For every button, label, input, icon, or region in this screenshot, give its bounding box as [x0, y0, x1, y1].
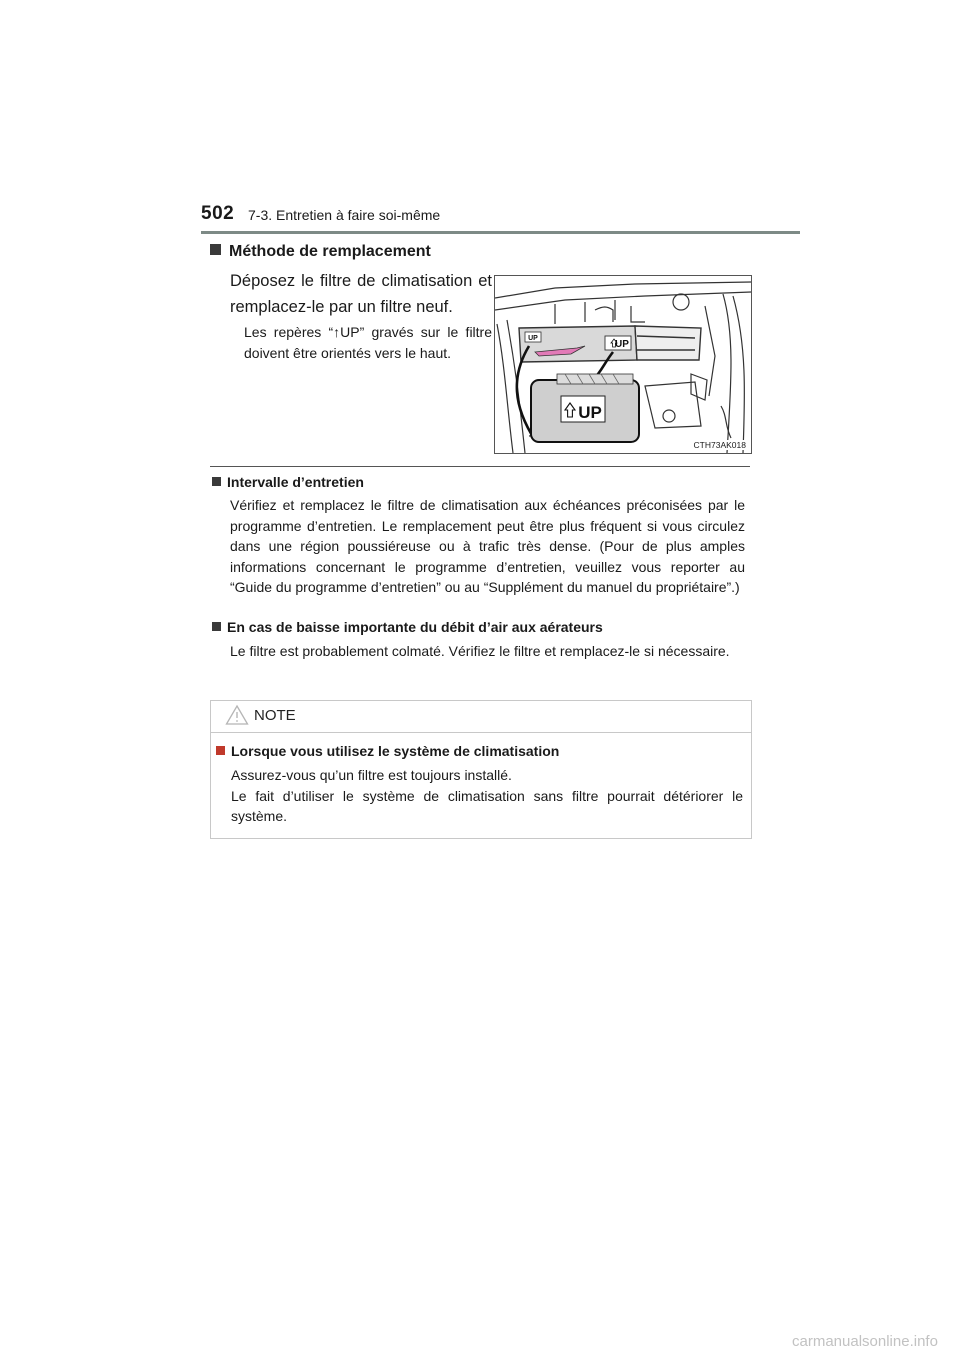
note-box — [210, 700, 752, 839]
note-sub-heading: Lorsque vous utilisez le système de climatisation — [216, 743, 559, 759]
note-header — [211, 701, 751, 733]
method-heading: Méthode de remplacement — [210, 243, 431, 261]
section-divider — [210, 466, 750, 467]
section-title: 7-3. Entretien à faire soi-même — [248, 207, 441, 223]
maintenance-text: Vérifiez et remplacez le filtre de climatisation aux échéances préconisées par le programme d’entretien. Le remplacement peut être plus fréquent si vous circulez dans une région poussiéreuse ou à trafic très dense. (Pour de plus amples informations concernant le programme d’entretien, veuillez vous reporter au “Guide du programme d’entretien” ou au “Supplément du manuel du propriétaire”.) — [230, 497, 745, 595]
note-line-2: Le fait d’utiliser le système de climatisation sans filtre pourrait détériorer le système. — [231, 787, 743, 824]
large-up-label: UP — [578, 403, 602, 422]
header-rule — [201, 231, 800, 234]
warning-triangle-icon — [225, 704, 249, 726]
airflow-text: Le filtre est probablement colmaté. Vérifiez le filtre et remplacez-le si nécessaire. — [230, 643, 730, 659]
up-mark-note: Les repères “↑UP” gravés sur le filtre doivent être orientés vers le haut. — [244, 324, 493, 361]
replacement-instruction: Déposez le filtre de climatisation et remplacez-le par un filtre neuf. — [230, 272, 492, 316]
illustration-code: CTH73AK018 — [693, 440, 746, 450]
airflow-heading: En cas de baisse importante du débit d’air aux aérateurs — [212, 619, 603, 635]
note-label: NOTE — [254, 707, 296, 724]
square-bullet-icon — [212, 622, 221, 631]
note-body — [231, 765, 743, 827]
filter-illustration — [494, 275, 752, 454]
small-up-label-right: UP — [615, 339, 629, 350]
square-bullet-icon — [210, 244, 221, 255]
square-bullet-icon — [212, 477, 221, 486]
page-number: 502 — [201, 203, 235, 224]
up-arrow-icon: ↑ — [333, 324, 341, 340]
square-bullet-icon — [216, 746, 225, 755]
small-up-label-left: UP — [528, 335, 538, 342]
filter-drawing — [495, 276, 751, 453]
maintenance-heading: Intervalle d’entretien — [212, 474, 364, 490]
watermark: carmanualsonline.info — [792, 1333, 938, 1350]
note-line-1: Assurez-vous qu’un filtre est toujours installé. — [231, 767, 512, 783]
